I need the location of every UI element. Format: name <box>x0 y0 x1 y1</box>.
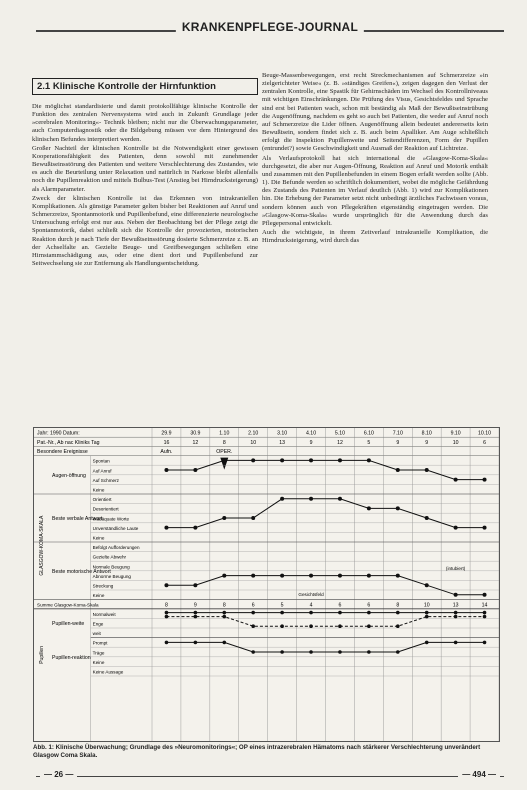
data-point <box>164 526 168 530</box>
data-point <box>483 641 487 645</box>
data-point <box>164 468 168 472</box>
header-row-label: Pat.-Nr., Ab nac Kliniks Tag <box>37 439 100 446</box>
header-cell: 13 <box>279 439 286 446</box>
data-point <box>251 650 255 654</box>
header-cell: 4.10 <box>305 430 317 437</box>
data-point <box>338 650 342 654</box>
pupil-point <box>251 624 255 628</box>
data-point <box>338 497 342 501</box>
data-point <box>396 468 400 472</box>
header-cell: 5.10 <box>334 430 346 437</box>
header-cell: 16 <box>163 439 170 446</box>
summe-cell: 10 <box>423 602 430 609</box>
page-footer <box>36 770 504 784</box>
row-label: weit <box>92 631 101 637</box>
data-point <box>425 516 429 520</box>
pupil-point <box>165 611 169 615</box>
left-column <box>32 78 258 269</box>
group-label: Augen-öffnung <box>52 472 86 479</box>
data-point <box>251 574 255 578</box>
data-point <box>483 526 487 530</box>
summe-cell: 8 <box>396 602 400 609</box>
pupil-point <box>425 615 429 619</box>
data-point <box>454 526 458 530</box>
data-point <box>367 574 371 578</box>
summe-cell: 5 <box>280 602 284 609</box>
header-cell: OPER. <box>216 449 233 456</box>
page-number-right: — 494 — <box>458 770 500 779</box>
chart-svg <box>34 428 499 741</box>
header-cell: 7.10 <box>392 430 403 437</box>
row-label: Unverständliche Laute <box>92 525 139 531</box>
figure-caption: Abb. 1: Klinische Überwachung; Grundlage des »Neuromonitorings«; OP eines intrazerebralen Hämatoms nach stärkerer Verschlechterung unverändert Glasgow Coma Skala. <box>33 744 481 759</box>
pupil-point <box>367 624 371 628</box>
journal-header <box>36 20 504 40</box>
data-point <box>338 574 342 578</box>
journal-title: KRANKENPFLEGE-JOURNAL <box>176 20 364 34</box>
data-point <box>396 574 400 578</box>
pupil-point <box>338 611 342 615</box>
row-label: Abnorme Beugung <box>92 573 131 579</box>
summe-cell: 4 <box>309 602 313 609</box>
header-cell: 12 <box>337 439 343 446</box>
data-point <box>367 506 371 510</box>
data-point <box>396 650 400 654</box>
header-row-label: Jahr: 1990 Datum: <box>37 430 80 437</box>
pupil-point <box>425 611 429 615</box>
data-point <box>454 593 458 597</box>
page-number-left: — 26 — <box>40 770 77 779</box>
data-point <box>454 478 458 482</box>
header-cell: 30.9 <box>190 430 201 437</box>
data-point <box>222 458 226 462</box>
data-point <box>483 478 487 482</box>
row-label: Keine <box>92 659 105 665</box>
paragraph: Zweck der klinischen Kontrolle ist das Erkennen von intrakraniellen Komplikationen. Als günstige Parameter gelten bisher bei Reaktionen auf Anruf und Schmerzreize, Spontanmotorik und Pupillenbefund, eine differenzierte neurologische Untersuchung erfolgt erst nur aus. Neben der Beobachtung bei der Pflege zeigt die Spontanmotorik, dabei schließt sich die Kontrolle der provozierten, motorischen Reaktion durch je nach Tiefe der Bewußtseinsstörung dosierte Schmerzreize z. B. an der Achselfalte an. Gezielte Beuge- und Greifbewegungen schließen eine Hirnstammschädigung aus, oder eine dient dort und Pupillenbefund zur Seitwechselung sie zur Entfernung als Handlungsentscheidung. <box>32 194 258 267</box>
right-column <box>262 72 488 246</box>
pupil-point <box>454 615 458 619</box>
summe-cell: 8 <box>222 602 226 609</box>
header-cell: 8.10 <box>421 430 432 437</box>
data-point <box>280 458 284 462</box>
tag-label: (intubiert) <box>445 566 466 571</box>
glasgow-coma-chart <box>33 427 500 742</box>
header-cell: 9 <box>396 439 400 446</box>
summe-cell: 6 <box>251 602 255 609</box>
pupil-point <box>280 624 284 628</box>
pupil-point <box>165 615 169 619</box>
pupil-point <box>396 611 400 615</box>
data-point <box>193 468 197 472</box>
header-cell: 2.10 <box>248 430 259 437</box>
group-label: Pupillen-reaktion <box>52 654 91 661</box>
group-label: Pupillen-weite <box>52 621 85 628</box>
data-point <box>309 458 313 462</box>
data-point <box>251 458 255 462</box>
row-label: Keine <box>92 593 105 599</box>
data-point <box>222 641 226 645</box>
data-point <box>309 574 313 578</box>
header-cell: 8 <box>222 439 226 446</box>
data-point <box>193 583 197 587</box>
row-label: Normale Beugung <box>92 564 130 570</box>
data-point <box>309 497 313 501</box>
section-heading: 2.1 Klinische Kontrolle der Hirnfunktion <box>32 78 258 95</box>
data-point <box>367 650 371 654</box>
summe-cell: 9 <box>193 602 197 609</box>
pupil-point <box>338 624 342 628</box>
data-point <box>280 497 284 501</box>
row-label: Träge <box>92 650 105 656</box>
data-point <box>338 458 342 462</box>
data-point <box>280 574 284 578</box>
paragraph: Als Verlaufsprotokoll hat sich international die »Glasgow-Koma-Skala« durchgesetzt, die aber nur Augen-Öffnung, Reaktion auf Anruf und Motorik enthält und zusammen mit den Pupillenbefunden in einem Bogen erfaßt werden sollte (Abb. 1). Die Befunde werden so schriftlich dokumentiert, wobei die mögliche Gefährdung des Zustands des Patienten im Verlauf deutlich (Abb. 1) wird zur Komplikationen hin. Die Erhebung der Parameter setzt nicht unbedingt ärztliches Fachwissen voraus, sondern können auch von Pflegekräften eigenständig eingetragen werden. Die »Glasgow-Koma-Skala« wurde ursprünglich für die Anwendung durch das Pflegepersonal entwickelt. <box>262 154 488 227</box>
data-point <box>164 583 168 587</box>
header-cell: 10 <box>452 439 459 446</box>
summe-cell: 6 <box>367 602 371 609</box>
row-label: Keine <box>92 535 105 541</box>
data-point <box>280 650 284 654</box>
pupil-point <box>222 615 226 619</box>
summe-cell: 6 <box>338 602 342 609</box>
group-label: Beste motorische Antwort <box>52 568 111 575</box>
pupil-point <box>483 611 487 615</box>
pupil-point <box>454 611 458 615</box>
summe-cell: 14 <box>481 602 488 609</box>
data-point <box>165 641 169 645</box>
header-cell: 9 <box>309 439 313 446</box>
header-cell: 6.10 <box>363 430 374 437</box>
row-label: Spontan <box>92 458 110 464</box>
row-label: Keine Aussage <box>92 669 124 675</box>
header-cell: 6 <box>483 439 486 446</box>
header-cell: 29.9 <box>161 430 172 437</box>
row-label: Keine <box>92 487 105 493</box>
header-cell: 10.10 <box>478 430 492 437</box>
header-row-label: Besondere Ereignisse <box>37 449 88 456</box>
header-cell: 12 <box>192 439 199 446</box>
header-cell: 9.10 <box>450 430 461 437</box>
row-label: Gezielte Abwehr <box>92 554 127 560</box>
row-label: Enge <box>92 621 104 627</box>
row-label: Prompt <box>92 640 108 646</box>
data-point <box>251 516 255 520</box>
pupil-point <box>396 624 400 628</box>
pupil-point <box>251 611 255 615</box>
pupil-point <box>309 624 313 628</box>
row-label: Auf Anruf <box>92 468 112 474</box>
paragraph: Die möglichst standardisierte und damit protokollfähige klinische Kontrolle der Funktion des zentralen Nervensystems wird auch in Zukunft Grundlage jeder »cerebralen Monitoring«- Technik bleiben; nicht nur die Überwachungsparameter, auch Computerdiagnostik oder die Bildgebung müssen vor dem Hintergrund des klinischen Befundes interpretiert werden. <box>32 103 258 143</box>
header-cell: Aufn. <box>160 449 173 456</box>
header-cell: 3.10 <box>277 430 288 437</box>
summe-label: Summe Glasgow-Koma-Skala <box>37 602 99 608</box>
glasgow-axis-label: GLASGOW-KOMA-SKALA <box>39 515 45 576</box>
data-point <box>309 650 313 654</box>
header-cell: 9 <box>425 439 429 446</box>
paragraph: Beuge-Massenbewegungen, erst recht Streckmechanismen auf Schmerzreize »in zielgerichteter Weise« (z. B. »ständiges Greifen«), zeigen dagegen den Verlust der zentralen Kontrolle, eine Spastik für Gehirnschäden im Wechsel des Kontrollniveaus mit wichtigen Einschränkungen. Die Prüfung des Visus, Gesichtsfeldes und Sprache sind erst bei Patienten wach, schon mit beständig als Maß der Bewußtseinstrübung die Augenöffnung, nachdem es geht so auch bei Patienten, die weder auf Anruf noch auf Schmerzreize die Lider öffnen. Augenöffnung allein bedeutet andererseits kein Bewußtsein, sondern findet sich z. B. auch beim Apalliker. Am Auge schließlich erfolgt die Inspektion Pupillenweite und Seitendifferenzen, Form der Pupillen (entrundet?) sowie Geschwindigkeit und Ausmaß der Reaktion auf Lichtreize. <box>262 72 488 153</box>
row-label: Auf Schmerz <box>92 477 119 483</box>
data-point <box>193 526 197 530</box>
paragraph: Auch die wichtigste, in ihrem Zeitverlauf intrakranielle Komplikation, die Hirndrucksteigerung, wird durch das <box>262 228 488 245</box>
summe-cell: 13 <box>452 602 459 609</box>
row-label: Orientiert <box>92 497 112 503</box>
data-point <box>425 468 429 472</box>
pupil-point <box>194 615 198 619</box>
pupil-point <box>222 611 226 615</box>
footer-rule <box>36 776 504 777</box>
data-point <box>222 574 226 578</box>
data-point <box>483 593 487 597</box>
data-point <box>396 506 400 510</box>
summe-cell: 8 <box>165 602 168 609</box>
paragraph: Großer Nachteil der klinischen Kontrolle ist die Notwendigkeit einer gewissen Kooperationsfähigkeit des Patienten, denn sowohl mit zunehmender Bewußtseinsstörung des Patienten und weitere Verschlechterung des Zustandes, wie es auch die Beurteilung unter Relaxation und natürlich in Narkose bleibt allenfalls noch die Pupillenreaktion und mittels Bulbus-Test (Anstieg bei Hirndrucksteigerung) als Alarmparameter. <box>32 144 258 193</box>
header-cell: 5 <box>367 439 371 446</box>
data-point <box>222 516 226 520</box>
row-label: Befolgt Aufforderungen <box>92 545 140 551</box>
data-point <box>425 641 429 645</box>
pupil-point <box>483 615 487 619</box>
row-label: Normalweit <box>92 611 116 617</box>
pupils-axis-label: Pupillen <box>39 646 45 664</box>
header-cell: 1.10 <box>219 430 230 437</box>
group-label: Beste verbale Antwort <box>52 516 103 522</box>
row-label: Desorientiert <box>92 506 119 512</box>
pupil-point <box>280 611 284 615</box>
pupil-point <box>309 611 313 615</box>
pupil-point <box>194 611 198 615</box>
data-point <box>425 583 429 587</box>
row-label: Streckung <box>92 583 114 589</box>
data-point <box>194 641 198 645</box>
data-point <box>454 641 458 645</box>
tag-label: Gesichtsfeld <box>298 592 324 597</box>
row-label: Inadäquate Worte <box>92 516 130 522</box>
data-point <box>367 458 371 462</box>
header-cell: 10 <box>250 439 257 446</box>
pupil-point <box>367 611 371 615</box>
